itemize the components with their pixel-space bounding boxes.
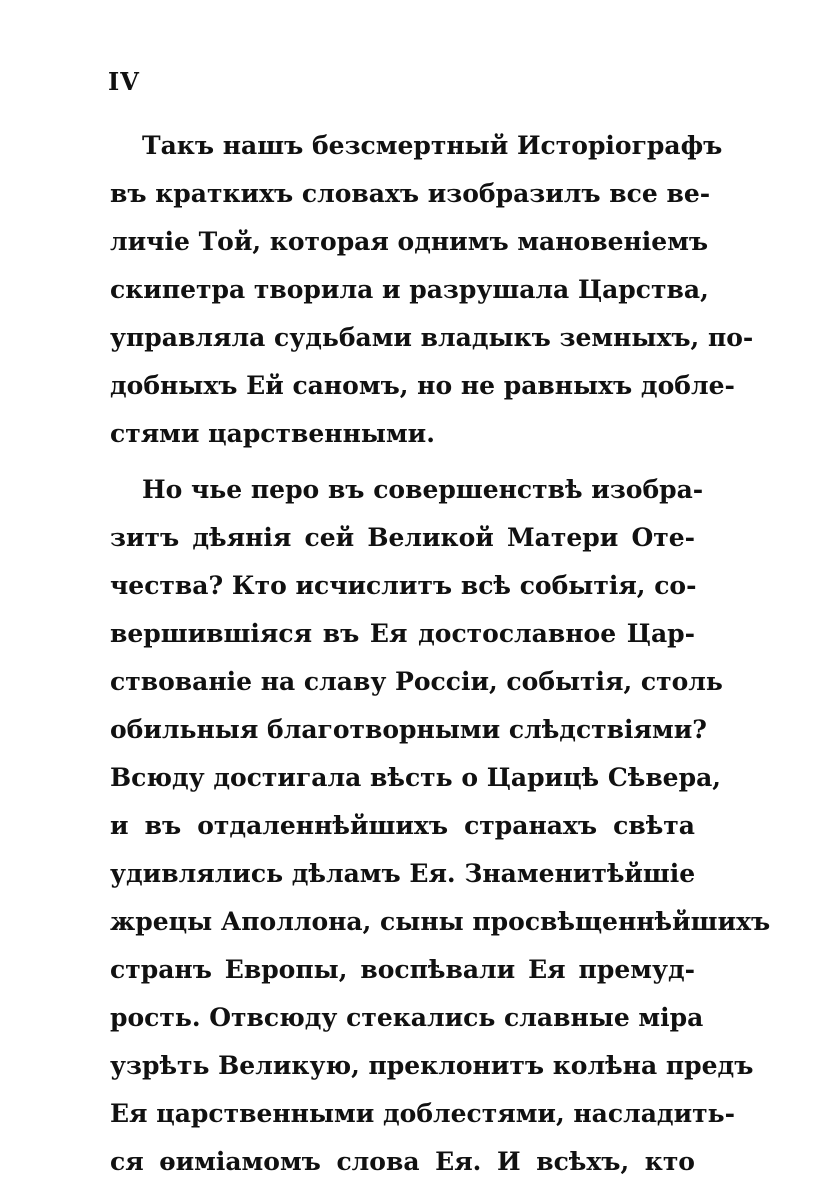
text-line: Ея царственными доблестями, насладить- bbox=[110, 1099, 735, 1128]
text-line: ся ѳиміамомъ слова Ея. И всѣхъ, кто bbox=[110, 1147, 695, 1176]
text-line: жрецы Аполлона, сыны просвѣщеннѣйшихъ bbox=[110, 907, 771, 936]
text-line: въ краткихъ словахъ изобразилъ все ве- bbox=[110, 179, 711, 208]
text-line: рость. Отвсюду стекались славные міра bbox=[110, 1003, 704, 1032]
text-line: личіе Той, которая однимъ мановеніемъ bbox=[110, 227, 709, 256]
text-line: обильныя благотворными слѣдствіями? bbox=[110, 715, 707, 744]
text-line: скипетра творила и разрушала Царства, bbox=[110, 275, 709, 304]
page-number: IV bbox=[108, 67, 140, 96]
text-line: странъ Европы, воспѣвали Ея премуд- bbox=[110, 955, 695, 984]
text-line: узрѣть Великую, преклонитъ колѣна предъ bbox=[110, 1051, 754, 1080]
text-line: удивлялись дѣламъ Ея. Знаменитѣйшіе bbox=[110, 859, 696, 888]
text-line: чества? Кто исчислитъ всѣ событія, со- bbox=[110, 571, 697, 600]
text-line: Всюду достигала вѣсть о Царицѣ Сѣвера, bbox=[110, 763, 721, 792]
body-text bbox=[110, 122, 771, 1186]
text-line: Но чье перо въ совершенствѣ изобра- bbox=[142, 475, 704, 504]
paragraph-gap bbox=[110, 458, 695, 466]
text-line: добныхъ Ей саномъ, но не равныхъ добле- bbox=[110, 371, 735, 400]
text-line: вершившіяся въ Ея достославное Цар- bbox=[110, 619, 695, 648]
text-line: Такъ нашъ безсмертный Исторіографъ bbox=[142, 131, 723, 160]
text-line: зитъ дѣянія сей Великой Матери Оте- bbox=[110, 523, 695, 552]
text-line: ствованіе на славу Россіи, событія, столь bbox=[110, 667, 723, 696]
text-line: и въ отдаленнѣйшихъ странахъ свѣта bbox=[110, 811, 695, 840]
text-line: управляла судьбами владыкъ земныхъ, по- bbox=[110, 323, 754, 352]
text-line: стями царственными. bbox=[110, 419, 435, 448]
